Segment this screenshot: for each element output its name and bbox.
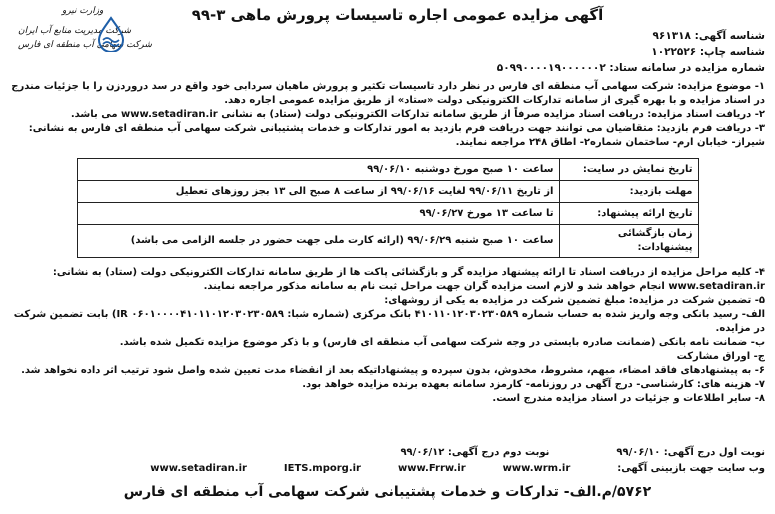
sites-label: وب سایت جهت بازبینی آگهی: [617,463,765,474]
ad-page [8,4,767,506]
logo [14,4,152,74]
logo-ministry: وزارت نیرو [62,6,104,16]
row-value: تا ساعت ۱۳ مورخ ۹۹/۰۶/۲۷ [77,203,559,225]
print-dates [10,447,765,458]
setad-number: شماره مزایده در سامانه ستاد: ۵۰۹۹۰۰۰۰۱۹۰۰۰۰۰۰۲ [496,62,765,74]
item-7: ۷- هزینه های: کارشناسی- درج آگهی در روزنامه- کارمزد سامانه بعهده برنده مزایده خواهد بود. [302,379,765,390]
table-row [77,203,698,225]
item-5: ۵- تضمین شرکت در مزایده: مبلغ تضمین شرکت در مزایده به یکی از روشهای: [384,295,765,306]
row-label: تاریخ ارائه پیشنهاد: [559,203,698,225]
ad-title: آگهی مزایده عمومی اجاره تاسیسات پرورش ماهی ۳-۹۹ [191,6,604,24]
item-5a: الف- رسید بانکی وجه واریز شده به حساب شماره ۴۱۰۱۱۰۱۲۰۳۰۲۳۰۵۸۹ بانک مرکزی (شماره شبا: IR ۰۶۰۱۰۰۰۰۴۱۰۱۱۰۱۲۰۳۰۲۳۰۵۸۹) بابت تضمین شرکت در مزایده. [13,309,765,334]
site-link-iets[interactable]: IETS.mporg.ir [283,463,361,474]
second-print-date: نوبت دوم درج آگهی: ۹۹/۰۶/۱۲ [400,447,550,458]
print-id: شناسه چاپ: ۱۰۲۲۵۲۶ [651,46,765,58]
review-sites [10,463,765,474]
water-logo-icon [96,16,126,52]
ad-id: شناسه آگهی: ۹۶۱۳۱۸ [652,30,765,42]
first-print-date: نوبت اول درج آگهی: ۹۹/۰۶/۱۰ [616,447,765,458]
row-value: ساعت ۱۰ صبح شنبه ۹۹/۰۶/۲۹ (ارائه کارت ملی جهت حضور در جلسه الزامی می باشد) [77,225,559,258]
item-6: ۶- به پیشنهادهای فاقد امضاء، مبهم، مشروط، مخدوش، بدون سپرده و پیشنهاداتیکه بعد از انقضاء مدت تعیین شده واصل شود ترتیب اثر داده نخواهد شد. [21,365,765,376]
item-1: ۱- موضوع مزایده: شرکت سهامی آب منطقه ای فارس در نظر دارد تاسیسات تکثیر و پرورش ماهیان سردابی خود واقع در سد دروردزن را با جزئیات مندرج در اسناد مزایده و با بهره گیری از سامانه تدارکات الکترونیکی دولت «ستاد» از طریق مزایده عمومی اجاره دهد. [11,81,765,106]
item-2: ۲- دریافت اسناد مزایده: دریافت اسناد مزایده صرفاً از طریق سامانه تدارکات الکترونیکی دولت (ستاد) به نشانی www.setadiran.ir می باشد. [70,109,765,120]
row-value: از تاریخ ۹۹/۰۶/۱۱ لغایت ۹۹/۰۶/۱۶ از ساعت ۸ صبح الی ۱۳ بجز روزهای تعطیل [77,181,559,203]
site-link-wrm[interactable]: www.wrm.ir [502,463,571,474]
row-value: ساعت ۱۰ صبح مورخ دوشنبه ۹۹/۰۶/۱۰ [77,159,559,181]
item-4: ۴- کلیه مراحل مزایده از دریافت اسناد تا ارائه پیشنهاد مزایده گر و بازگشائی پاکت ها از طریق سامانه تدارکات الکترونیکی دولت (ستاد) به نشانی: www.setadiran.ir انجام خواهد شد و لازم است مزایده گران جهت مراحل ثبت نام به سامانه مذکور مراجعه نمایند. [52,267,765,292]
logo-org-line1: شرکت مدیریت منابع آب ایران [18,26,132,36]
table-row [77,225,698,258]
item-3: ۳- دریافت فرم بازدید: متقاضیان می توانند جهت دریافت فرم بازدید به امور تدارکات و خدمات پشتیبانی شرکت سهامی آب منطقه ای فارس به نشانی: شیراز- خیابان ارم- ساختمان شماره۲- اطاق ۲۴۸ مراجعه نمایند. [28,123,765,148]
item-8: ۸- سایر اطلاعات و جزئیات در اسناد مزایده مندرج است. [492,393,765,404]
ad-signature: ۵۷۶۲/م.الف- تدارکات و خدمات پشتیبانی شرکت سهامی آب منطقه ای فارس [123,484,652,500]
ad-body [10,80,765,406]
item-5b: ب- ضمانت نامه بانکی (ضمانت صادره بایستی در وجه شرکت سهامی آب منطقه ای فارس) و با ذکر موضوع مزایده تکمیل شده باشد. [119,337,765,348]
table-row [77,159,698,181]
row-label: زمان بازگشائی پیشنهادات: [559,225,698,258]
table-row [77,181,698,203]
row-label: تاریخ نمایش در سایت: [559,159,698,181]
item-5c: ج- اوراق مشارکت [676,351,765,362]
site-link-frrw[interactable]: www.Frrw.ir [397,463,466,474]
logo-org-line2: شرکت سهامی آب منطقه ای فارس [18,40,152,50]
site-link-setad[interactable]: www.setadiran.ir [150,463,247,474]
schedule-table [77,158,699,258]
row-label: مهلت بازدید: [559,181,698,203]
